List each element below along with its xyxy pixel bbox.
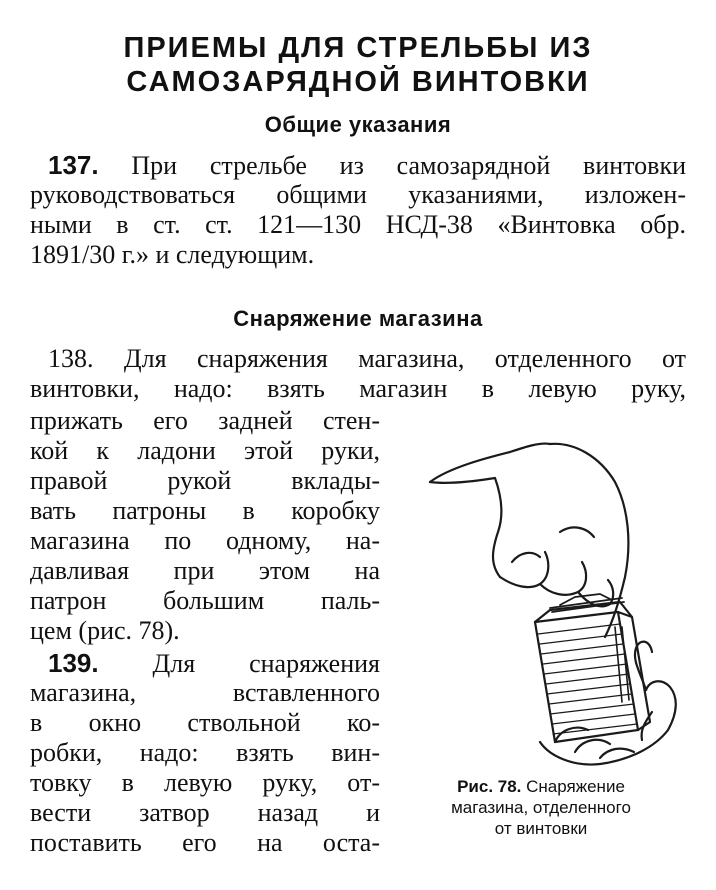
para-139-line-1	[48, 648, 380, 679]
figure-label: Рис. 78.	[457, 777, 522, 796]
para-138-line-8: давливая при этом на	[30, 556, 380, 585]
para-139-line-4: робки, надо: взять вин-	[30, 738, 380, 767]
para-137-line-2: руководствоваться общими указаниями, изложен-	[30, 180, 686, 209]
para-138-line-1	[48, 344, 686, 374]
right-hand-finger-2	[540, 562, 586, 595]
para-138-number: 138.	[48, 344, 94, 373]
para-139-line-7: поставить его на оста-	[30, 828, 380, 857]
right-hand-crease	[560, 527, 594, 537]
para-137-line-3: ными в ст. ст. 121—130 НСД-38 «Винтовка обр.	[30, 210, 686, 239]
right-hand-knuckle	[512, 553, 540, 562]
para-138-line-5: правой рукой вклады-	[30, 466, 380, 495]
para-138-line-6: вать патроны в коробку	[30, 496, 380, 525]
figure-78-caption	[388, 776, 694, 839]
para-138-line-9: патрон большим паль-	[30, 586, 380, 615]
para-138-line-3: прижать его задней стен-	[30, 406, 380, 435]
figure-78-illustration	[400, 412, 690, 772]
section-heading-general: Общие указания	[264, 112, 452, 137]
left-hand-palm-line	[642, 712, 652, 740]
caption-line-3: от винтовки	[494, 819, 588, 838]
title-line-1: ПРИЕМЫ ДЛЯ СТРЕЛЬБЫ ИЗ	[123, 32, 593, 64]
para-138-line-2: винтовки, надо: взять магазин в левую руку,	[30, 374, 686, 403]
section-heading-magazine: Снаряжение магазина	[233, 306, 483, 331]
para-138-line-4: кой к ладони этой руки,	[30, 436, 380, 465]
para-139-line-3: в окно ствольной ко-	[30, 708, 380, 737]
para-138-text-1: Для снаряжения магазина, отделенного от	[123, 344, 686, 373]
para-139-line-6: вести затвор назад и	[30, 798, 380, 827]
para-137-number: 137.	[48, 150, 99, 180]
title-line-2: САМОЗАРЯДНОЙ ВИНТОВКИ	[126, 66, 590, 98]
right-hand-thumb	[430, 478, 501, 577]
para-139-text-1: Для снаряжения	[152, 649, 380, 678]
para-138-line-7: магазина по одному, на-	[30, 526, 380, 555]
para-137-text-1: При стрельбе из самозарядной винтовки	[131, 151, 687, 180]
para-137-line-4: 1891/30 г.» и следующим.	[30, 240, 315, 269]
caption-text-1: Снаряжение	[526, 777, 625, 796]
para-139-line-5: товку в левую руку, от-	[30, 768, 380, 797]
para-139-number: 139.	[48, 648, 99, 678]
caption-line-1	[388, 776, 694, 797]
para-138-line-10: цем (рис. 78).	[30, 616, 180, 645]
caption-line-2: магазина, отделенного	[451, 798, 631, 817]
para-137-line-1	[48, 150, 686, 181]
para-139-line-2: магазина, вставленного	[30, 678, 380, 707]
right-hand-outline	[430, 444, 628, 637]
